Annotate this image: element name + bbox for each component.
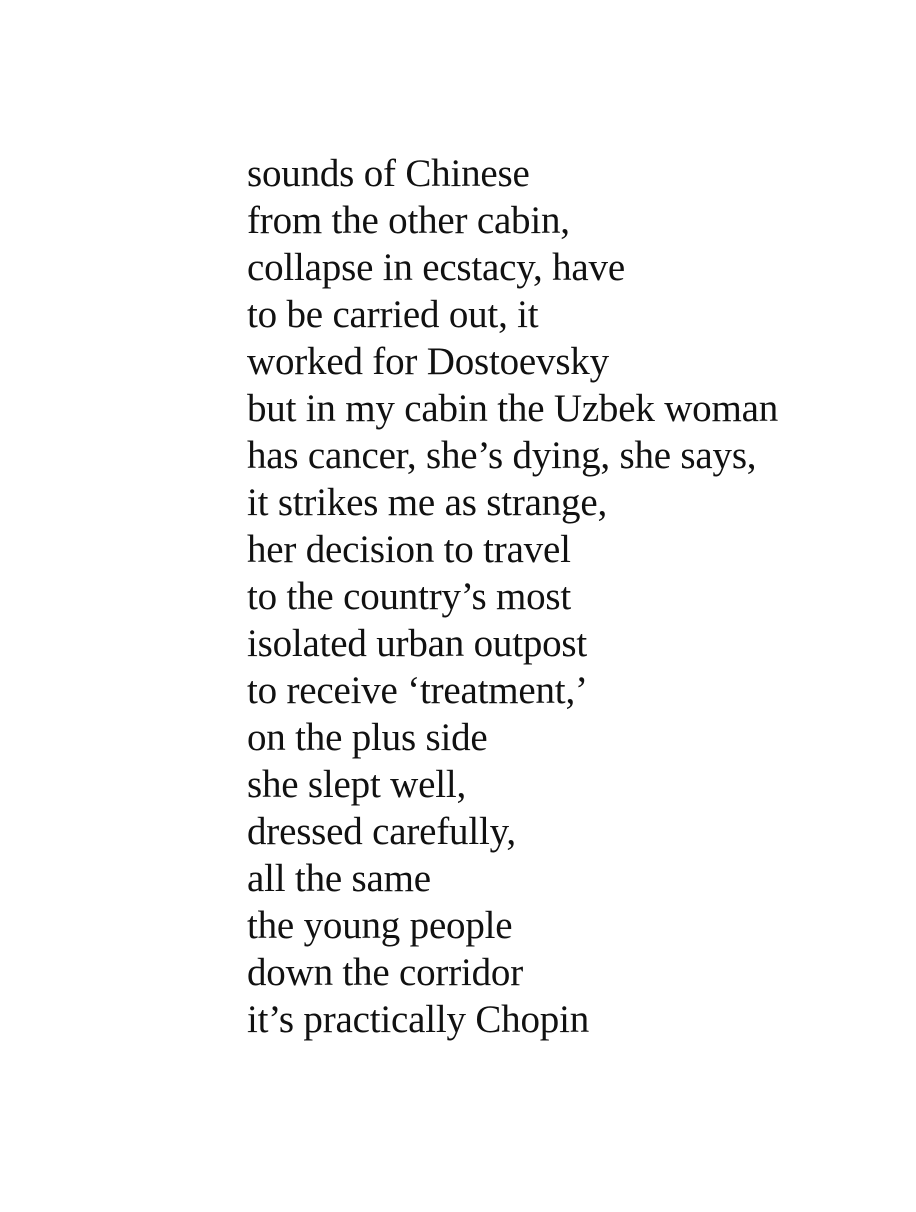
poem-line: the young people [247, 904, 513, 947]
poem-line: down the corridor [247, 951, 524, 994]
poem-line: on the plus side [247, 716, 488, 759]
poem-line: to the country’s most [247, 575, 572, 618]
poem-line: isolated urban outpost [247, 622, 588, 665]
poem-line: worked for Dostoevsky [247, 340, 609, 383]
poem-text [247, 150, 887, 1043]
poem-line: her decision to travel [247, 528, 571, 571]
poem-line: sounds of Chinese [247, 152, 530, 195]
poem-line: dressed carefully, [247, 810, 516, 853]
poem-line: it’s practically Chopin [247, 998, 590, 1041]
poem-line: has cancer, she’s dying, she says, [247, 434, 757, 477]
poem-line: it strikes me as strange, [247, 481, 607, 524]
poem-line: to be carried out, it [247, 293, 539, 336]
poem-line: she slept well, [247, 763, 467, 806]
poem-line: but in my cabin the Uzbek woman [247, 387, 779, 430]
poem-line: collapse in ecstacy, have [247, 246, 625, 289]
poem-line: to receive ‘treatment,’ [247, 669, 588, 712]
poem-line: from the other cabin, [247, 199, 570, 242]
poem-line: all the same [247, 857, 431, 900]
